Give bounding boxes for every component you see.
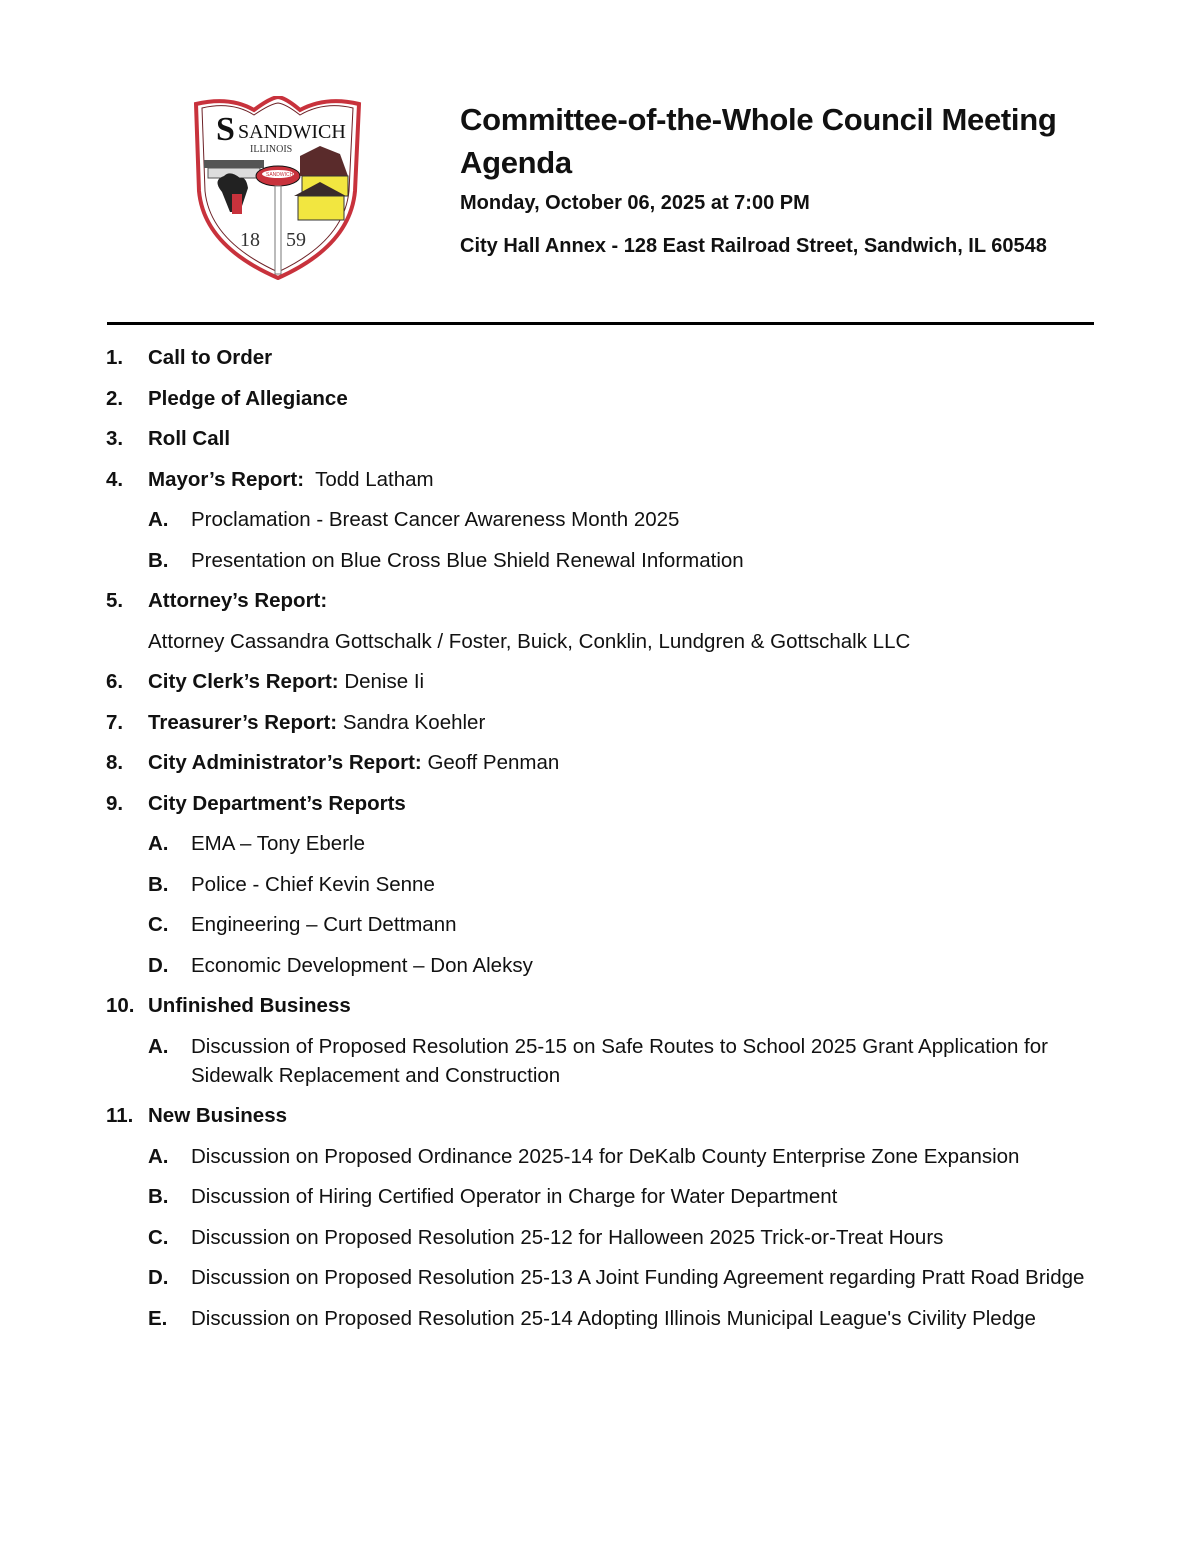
item-title: Call to Order — [148, 346, 273, 369]
agenda-item — [0, 748, 1200, 777]
header — [460, 98, 1120, 259]
item-title: Treasurer’s Report: — [148, 710, 338, 734]
item-title: Pledge of Allegiance — [148, 386, 348, 410]
item-number: 7. — [106, 710, 124, 734]
agenda-item — [0, 384, 1200, 413]
svg-text:SANDWICH: SANDWICH — [266, 172, 294, 178]
subitem-letter: C. — [148, 1225, 169, 1249]
subitem-letter: A. — [148, 1144, 169, 1168]
subitem-letter: A. — [148, 1034, 169, 1058]
agenda-subitem — [0, 1304, 1200, 1333]
item-number: 4. — [106, 467, 124, 491]
item-number: 5. — [106, 589, 124, 612]
item-title: Unfinished Business — [148, 994, 351, 1017]
subitem-text: Discussion on Proposed Resolution 25-14 Adopting Illinois Municipal League's Civility Pledge — [191, 1306, 1036, 1330]
svg-text:59: 59 — [286, 229, 306, 251]
svg-text:ILLINOIS: ILLINOIS — [250, 144, 293, 155]
item-title: New Business — [148, 1104, 287, 1127]
subitem-letter: D. — [148, 953, 169, 977]
item-number: 1. — [106, 346, 124, 369]
subitem-text: Discussion on Proposed Ordinance 2025-14 for DeKalb County Enterprise Zone Expansion — [191, 1144, 1020, 1168]
agenda-subitem — [0, 1142, 1200, 1171]
item-number: 11. — [106, 1104, 134, 1127]
subitem-letter: C. — [148, 913, 169, 936]
city-seal-logo — [190, 96, 365, 280]
item-presenter: Denise Ii — [338, 670, 425, 693]
item-title: City Administrator’s Report: — [148, 751, 422, 774]
subitem-letter: B. — [148, 1185, 169, 1208]
agenda-item — [0, 789, 1200, 818]
agenda-item — [0, 586, 1200, 615]
item-presenter: Sandra Koehler — [337, 710, 486, 734]
subitem-letter: B. — [148, 548, 169, 572]
subitem-letter: A. — [148, 508, 169, 531]
agenda-subitem — [0, 1032, 1200, 1090]
item-number: 6. — [106, 670, 124, 693]
page-title: Committee-of-the-Whole Council Meeting Agenda — [460, 102, 1057, 180]
subitem-text: EMA – Tony Eberle — [191, 832, 365, 855]
agenda-item — [0, 343, 1200, 372]
subitem-text: Discussion on Proposed Resolution 25-13 A Joint Funding Agreement regarding Pratt Road Bridge — [191, 1266, 1085, 1289]
subitem-text: Proclamation - Breast Cancer Awareness Month 2025 — [191, 508, 680, 531]
agenda-subitem — [0, 910, 1200, 939]
divider — [107, 322, 1094, 325]
agenda-item — [0, 465, 1200, 494]
item-number: 2. — [106, 386, 124, 410]
agenda-subitem — [0, 870, 1200, 899]
meeting-location: City Hall Annex - 128 East Railroad Street, Sandwich, IL 60548 — [460, 235, 1047, 257]
svg-text:S: S — [216, 111, 235, 148]
svg-text:SANDWICH: SANDWICH — [238, 121, 346, 143]
subitem-letter: E. — [148, 1306, 168, 1330]
item-title: Mayor’s Report: — [148, 467, 305, 491]
agenda-subitem — [0, 505, 1200, 534]
agenda-subitem — [0, 546, 1200, 575]
subitem-letter: A. — [148, 832, 169, 855]
agenda-item — [0, 424, 1200, 453]
item-presenter: Geoff Penman — [421, 751, 560, 774]
subitem-text: Discussion of Proposed Resolution 25-15 on Safe Routes to School 2025 Grant Application for Sidewalk Replacement and Construction — [191, 1034, 1048, 1087]
item-number: 3. — [106, 427, 124, 450]
attorney-note: Attorney Cassandra Gottschalk / Foster, Buick, Conklin, Lundgren & Gottschalk LLC — [148, 629, 911, 653]
agenda-item — [0, 708, 1200, 737]
agenda-subitem — [0, 829, 1200, 858]
agenda-subitem — [0, 1263, 1200, 1292]
agenda-item — [0, 1101, 1200, 1130]
agenda-list — [0, 343, 1200, 1344]
item-title: Roll Call — [148, 427, 231, 450]
item-presenter: Todd Latham — [304, 467, 434, 491]
subitem-text: Engineering – Curt Dettmann — [191, 913, 457, 936]
subitem-letter: D. — [148, 1266, 169, 1289]
item-number: 10. — [106, 994, 135, 1017]
subitem-text: Police - Chief Kevin Senne — [191, 872, 435, 896]
subitem-text: Presentation on Blue Cross Blue Shield Renewal Information — [191, 548, 744, 572]
item-title: City Clerk’s Report: — [148, 670, 339, 693]
agenda-subitem — [0, 1223, 1200, 1252]
meeting-date: Monday, October 06, 2025 at 7:00 PM — [460, 192, 810, 214]
item-title: Attorney’s Report: — [148, 589, 328, 612]
item-title: City Department’s Reports — [148, 791, 406, 815]
subitem-text: Discussion of Hiring Certified Operator in Charge for Water Department — [191, 1185, 838, 1208]
subitem-text: Economic Development – Don Aleksy — [191, 953, 533, 977]
agenda-item — [0, 667, 1200, 696]
item-number: 8. — [106, 751, 124, 774]
subitem-text: Discussion on Proposed Resolution 25-12 for Halloween 2025 Trick-or-Treat Hours — [191, 1225, 944, 1249]
subitem-letter: B. — [148, 872, 169, 896]
item-number: 9. — [106, 791, 124, 815]
agenda-subitem — [0, 951, 1200, 980]
agenda-subitem — [0, 1182, 1200, 1211]
agenda-item — [0, 991, 1200, 1020]
shield-icon — [190, 96, 365, 280]
svg-text:18: 18 — [240, 229, 260, 251]
